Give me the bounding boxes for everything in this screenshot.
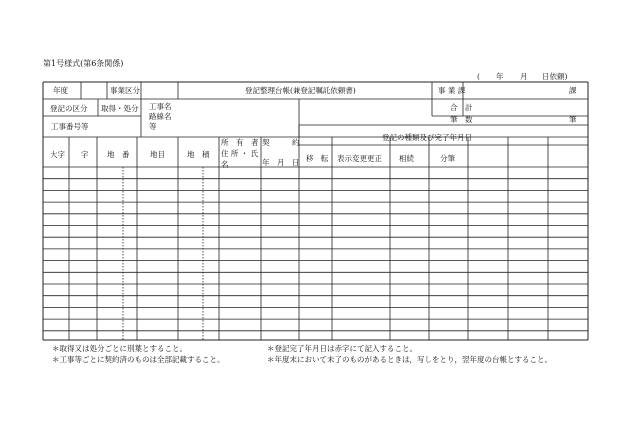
col-transfer: 移 転 bbox=[306, 154, 329, 163]
note-3: ＊登記完了年月日は赤字にて記入すること。 bbox=[267, 344, 417, 353]
col-contract-2: 年 月 日 bbox=[262, 158, 300, 167]
completion-header: 登記の種類及び完了年月日 bbox=[382, 133, 472, 142]
col-chiban: 地 番 bbox=[107, 150, 130, 159]
total-label: 合 計 bbox=[450, 103, 473, 112]
col-chimoku: 地目 bbox=[150, 150, 165, 159]
note-1: ＊取得又は処分ごとに別葉とすること。 bbox=[52, 344, 187, 353]
col-display-change: 表示変更更正 bbox=[337, 154, 382, 163]
form-title: 登記整理台帳(兼登記嘱託依頼書) bbox=[245, 86, 356, 95]
section-suffix-label: 課 bbox=[569, 86, 577, 95]
form-number: 第1号様式(第6条関係) bbox=[43, 59, 124, 68]
parcel-count-label: 筆 数 bbox=[450, 115, 473, 124]
col-inheritance: 相続 bbox=[399, 154, 414, 163]
col-owner-3: 名 bbox=[221, 160, 229, 169]
note-2: ＊工事等ごとに契約済のものは全部記載すること。 bbox=[52, 355, 225, 364]
acquisition-disposal-label: 取得・処分 bbox=[101, 104, 139, 113]
col-owner-1: 所 有 者 bbox=[221, 138, 259, 147]
col-aza: 字 bbox=[81, 150, 89, 159]
date-month-label: 月 bbox=[520, 72, 528, 81]
registration-category-label: 登記の区分 bbox=[50, 104, 88, 113]
business-category-label: 事業区分 bbox=[110, 86, 140, 95]
note-4: ＊年度末において未了のものがあるときは，写しをとり，翌年度の台帳とすること。 bbox=[267, 355, 552, 364]
project-name-label-2: 路線名 bbox=[149, 112, 172, 121]
date-open-paren: ( bbox=[477, 72, 480, 81]
project-name-label-3: 等 bbox=[149, 122, 157, 131]
col-owner-2: 住 所 ・ 氏 bbox=[221, 149, 259, 158]
business-section-label: 事 業 課 bbox=[438, 86, 466, 95]
project-name-label-1: 工事名 bbox=[149, 102, 172, 111]
parcel-suffix-label: 筆 bbox=[569, 115, 577, 124]
date-year-label: 年 bbox=[496, 72, 504, 81]
col-ooaza: 大字 bbox=[50, 150, 65, 159]
col-contract-1: 契 約 bbox=[262, 138, 300, 147]
date-day-request-label: 日依頼) bbox=[542, 72, 568, 81]
col-subdivision: 分筆 bbox=[440, 154, 455, 163]
fiscal-year-label: 年度 bbox=[53, 86, 68, 95]
col-chiseki: 地 積 bbox=[187, 150, 210, 159]
project-number-label: 工事番号等 bbox=[51, 122, 89, 131]
